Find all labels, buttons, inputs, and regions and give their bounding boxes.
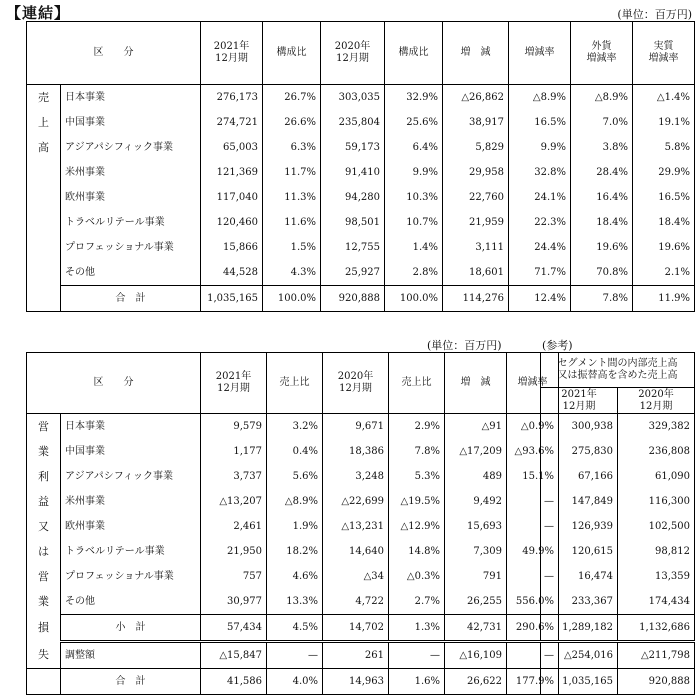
change-value: 18,601 — [443, 260, 509, 286]
total-r20: 1.6% — [389, 669, 445, 695]
profit-rate: 15.1% — [507, 464, 559, 489]
profit-r20: △0.3% — [389, 564, 445, 589]
ratio-2020: 25.6% — [385, 110, 443, 135]
reference-2020: 236,808 — [618, 439, 695, 464]
profit-v21: 757 — [201, 564, 267, 589]
fx-rate: △8.9% — [571, 85, 633, 111]
reference-label: (参考) — [542, 339, 573, 352]
side-label-char: 営 — [27, 564, 61, 589]
reference-total-2020: 920,888 — [618, 669, 695, 695]
change-header: 増 減 — [443, 22, 509, 85]
segment-name: アジアパシフィック事業 — [61, 464, 201, 489]
subtotal-r21: 4.5% — [267, 615, 323, 642]
total-v20: 14,963 — [323, 669, 389, 695]
side-label-char: 売 — [27, 85, 61, 111]
value-2020: 235,804 — [321, 110, 385, 135]
sales-row — [27, 210, 695, 235]
profit-r21: 0.4% — [267, 439, 323, 464]
side-label-char — [27, 235, 61, 260]
change-value: 29,958 — [443, 160, 509, 185]
profit-chg: 9,492 — [445, 489, 507, 514]
profit-v20: 9,671 — [323, 414, 389, 440]
side-label-char: 業 — [27, 589, 61, 615]
ratio-2020: 6.4% — [385, 135, 443, 160]
profit-row — [27, 414, 559, 440]
profit-rate: — — [507, 564, 559, 589]
side-label-char: 損 — [27, 615, 61, 642]
ratio-2021: 26.6% — [263, 110, 321, 135]
total-v20: 920,888 — [321, 286, 385, 312]
value-2021: 44,528 — [201, 260, 263, 286]
reference-subtotal-2021: 1,289,182 — [541, 615, 618, 642]
reference-2020: 98,812 — [618, 539, 695, 564]
reference-header: セグメント間の内部売上高 又は振替高を含めた売上高 — [541, 353, 695, 388]
profit-fy2020-header: 2020年 12月期 — [323, 353, 389, 414]
ratio-2021-header: 構成比 — [263, 22, 321, 85]
real-rate: 18.4% — [633, 210, 695, 235]
change-rate: 16.5% — [509, 110, 571, 135]
ratio-2021: 11.7% — [263, 160, 321, 185]
sales-row — [27, 135, 695, 160]
real-rate: 29.9% — [633, 160, 695, 185]
reference-row — [541, 439, 695, 464]
reference-2021: 126,939 — [541, 514, 618, 539]
adjust-r21: — — [267, 642, 323, 669]
reference-year-row — [541, 388, 695, 414]
profit-row — [27, 489, 559, 514]
segment-name: その他 — [61, 260, 201, 286]
reference-row — [541, 539, 695, 564]
profit-v21: 30,977 — [201, 589, 267, 615]
profit-r21: 4.6% — [267, 564, 323, 589]
profit-subtotal-row — [27, 615, 559, 642]
profit-fy2021-header: 2021年 12月期 — [201, 353, 267, 414]
profit-v20: 14,640 — [323, 539, 389, 564]
profit-r21: 18.2% — [267, 539, 323, 564]
total-v21: 41,586 — [201, 669, 267, 695]
segment-header: 区 分 — [27, 22, 201, 85]
profit-v21: 21,950 — [201, 539, 267, 564]
adjust-r20: — — [389, 642, 445, 669]
profit-row — [27, 439, 559, 464]
fx-rate: 19.6% — [571, 235, 633, 260]
real-rate: 19.6% — [633, 235, 695, 260]
fx-rate: 70.8% — [571, 260, 633, 286]
total-v21: 1,035,165 — [201, 286, 263, 312]
reference-2021: 67,166 — [541, 464, 618, 489]
reference-2021: 233,367 — [541, 589, 618, 615]
total-chg: 114,276 — [443, 286, 509, 312]
reference-adjust-2020: △211,798 — [618, 642, 695, 669]
real-rate-header: 実質 増減率 — [633, 22, 695, 85]
ratio-2021: 11.6% — [263, 210, 321, 235]
profit-r20: 2.9% — [389, 414, 445, 440]
reference-header-row — [541, 353, 695, 388]
total-chg: 26,622 — [445, 669, 507, 695]
change-rate: 24.4% — [509, 235, 571, 260]
sales-total-row — [27, 286, 695, 312]
profit-rate-header: 増減率 — [507, 353, 559, 414]
subtotal-v20: 14,702 — [323, 615, 389, 642]
real-rate: 16.5% — [633, 185, 695, 210]
profit-ratio-2020-header: 売上比 — [389, 353, 445, 414]
profit-v20: △13,231 — [323, 514, 389, 539]
ratio-2020: 10.3% — [385, 185, 443, 210]
reference-total-2021: 1,035,165 — [541, 669, 618, 695]
total-rate: 12.4% — [509, 286, 571, 312]
profit-r21: 5.6% — [267, 464, 323, 489]
profit-chg: 489 — [445, 464, 507, 489]
value-2021: 120,460 — [201, 210, 263, 235]
ratio-2020: 10.7% — [385, 210, 443, 235]
segment-name: 日本事業 — [61, 85, 201, 111]
real-rate: 2.1% — [633, 260, 695, 286]
change-rate: △8.9% — [509, 85, 571, 111]
profit-rate: △0.9% — [507, 414, 559, 440]
value-2020: 94,280 — [321, 185, 385, 210]
side-label-char — [27, 260, 61, 286]
profit-v21: △13,207 — [201, 489, 267, 514]
segment-name: プロフェッショナル事業 — [61, 564, 201, 589]
profit-r20: 5.3% — [389, 464, 445, 489]
reference-2021: 16,474 — [541, 564, 618, 589]
reference-row — [541, 414, 695, 440]
side-label-char: 業 — [27, 439, 61, 464]
change-value: △26,862 — [443, 85, 509, 111]
reference-2020: 116,300 — [618, 489, 695, 514]
profit-r21: 1.9% — [267, 514, 323, 539]
reference-table — [540, 352, 695, 695]
profit-r20: 7.8% — [389, 439, 445, 464]
ratio-2020-header: 構成比 — [385, 22, 443, 85]
change-rate: 24.1% — [509, 185, 571, 210]
segment-name: 欧州事業 — [61, 185, 201, 210]
profit-v21: 1,177 — [201, 439, 267, 464]
side-label-char: 営 — [27, 414, 61, 440]
reference-row — [541, 464, 695, 489]
segment-name: トラベルリテール事業 — [61, 539, 201, 564]
value-2021: 117,040 — [201, 185, 263, 210]
segment-name: 欧州事業 — [61, 514, 201, 539]
profit-r20: △19.5% — [389, 489, 445, 514]
ratio-2020: 1.4% — [385, 235, 443, 260]
side-label-char: 高 — [27, 135, 61, 160]
side-label-char: 利 — [27, 464, 61, 489]
value-2021: 121,369 — [201, 160, 263, 185]
sales-row — [27, 85, 695, 111]
profit-chg: 15,693 — [445, 514, 507, 539]
sales-row — [27, 160, 695, 185]
value-2020: 91,410 — [321, 160, 385, 185]
profit-rate: 49.9% — [507, 539, 559, 564]
segment-name: プロフェッショナル事業 — [61, 235, 201, 260]
profit-row — [27, 514, 559, 539]
ratio-2021: 26.7% — [263, 85, 321, 111]
fy2020-header: 2020年 12月期 — [321, 22, 385, 85]
subtotal-chg: 42,731 — [445, 615, 507, 642]
ratio-2020: 2.8% — [385, 260, 443, 286]
change-rate: 9.9% — [509, 135, 571, 160]
side-label-char: 上 — [27, 110, 61, 135]
profit-table — [26, 352, 559, 695]
real-rate: 19.1% — [633, 110, 695, 135]
adjust-rate: — — [507, 642, 559, 669]
sales-row — [27, 260, 695, 286]
profit-r20: 2.7% — [389, 589, 445, 615]
value-2020: 59,173 — [321, 135, 385, 160]
side-label-char: 又 — [27, 514, 61, 539]
segment-name: 日本事業 — [61, 414, 201, 440]
adjust-label: 調整額 — [61, 642, 201, 669]
consolidated-title: 【連結】 — [6, 4, 71, 22]
sales-table — [26, 21, 695, 312]
total-label: 合 計 — [61, 669, 201, 695]
profit-change-header: 増 減 — [445, 353, 507, 414]
segment-name: その他 — [61, 589, 201, 615]
profit-row — [27, 564, 559, 589]
reference-fy2020-header: 2020年 12月期 — [618, 388, 695, 414]
side-label-char: は — [27, 539, 61, 564]
ratio-2021: 4.3% — [263, 260, 321, 286]
profit-chg: △17,209 — [445, 439, 507, 464]
fy2021-header: 2021年 12月期 — [201, 22, 263, 85]
profit-r21: △8.9% — [267, 489, 323, 514]
total-fx: 7.8% — [571, 286, 633, 312]
side-label-char: 失 — [27, 642, 61, 669]
adjust-chg: △16,109 — [445, 642, 507, 669]
profit-rate: 556.0% — [507, 589, 559, 615]
profit-rate: — — [507, 514, 559, 539]
profit-ratio-2021-header: 売上比 — [267, 353, 323, 414]
reference-2021: 147,849 — [541, 489, 618, 514]
fx-rate-header: 外貨 増減率 — [571, 22, 633, 85]
reference-2020: 329,382 — [618, 414, 695, 440]
total-real: 11.9% — [633, 286, 695, 312]
profit-row — [27, 589, 559, 615]
value-2020: 303,035 — [321, 85, 385, 111]
reference-adjust-row — [541, 642, 695, 669]
value-2021: 65,003 — [201, 135, 263, 160]
profit-row — [27, 464, 559, 489]
total-rate: 177.9% — [507, 669, 559, 695]
profit-chg: 7,309 — [445, 539, 507, 564]
profit-header-row — [27, 353, 559, 414]
reference-2020: 102,500 — [618, 514, 695, 539]
change-rate: 71.7% — [509, 260, 571, 286]
total-label: 合 計 — [61, 286, 201, 312]
fx-rate: 28.4% — [571, 160, 633, 185]
reference-fy2021-header: 2021年 12月期 — [541, 388, 618, 414]
segment-name: アジアパシフィック事業 — [61, 135, 201, 160]
profit-chg: 791 — [445, 564, 507, 589]
segment-name: 中国事業 — [61, 439, 201, 464]
profit-r21: 13.3% — [267, 589, 323, 615]
profit-rate: △93.6% — [507, 439, 559, 464]
ratio-2020: 32.9% — [385, 85, 443, 111]
side-label-char — [27, 210, 61, 235]
reference-subtotal-row — [541, 615, 695, 642]
ratio-2020: 9.9% — [385, 160, 443, 185]
side-label-char — [27, 160, 61, 185]
reference-row — [541, 589, 695, 615]
profit-v21: 9,579 — [201, 414, 267, 440]
reference-row — [541, 564, 695, 589]
ratio-2021: 1.5% — [263, 235, 321, 260]
profit-segment-header: 区 分 — [27, 353, 201, 414]
segment-name: 米州事業 — [61, 160, 201, 185]
adjust-v20: 261 — [323, 642, 389, 669]
change-rate: 22.3% — [509, 210, 571, 235]
reference-2021: 275,830 — [541, 439, 618, 464]
segment-name: 米州事業 — [61, 489, 201, 514]
rate-header: 増減率 — [509, 22, 571, 85]
reference-2020: 61,090 — [618, 464, 695, 489]
change-value: 38,917 — [443, 110, 509, 135]
change-value: 21,959 — [443, 210, 509, 235]
change-value: 3,111 — [443, 235, 509, 260]
value-2021: 15,866 — [201, 235, 263, 260]
subtotal-rate: 290.6% — [507, 615, 559, 642]
real-rate: △1.4% — [633, 85, 695, 111]
reference-adjust-2021: △254,016 — [541, 642, 618, 669]
value-2020: 98,501 — [321, 210, 385, 235]
profit-r21: 3.2% — [267, 414, 323, 440]
sales-row — [27, 235, 695, 260]
profit-r20: 14.8% — [389, 539, 445, 564]
subtotal-v21: 57,434 — [201, 615, 267, 642]
change-value: 22,760 — [443, 185, 509, 210]
ratio-2021: 11.3% — [263, 185, 321, 210]
subtotal-label: 小 計 — [61, 615, 201, 642]
unit-label-top: (単位：百万円) — [617, 8, 692, 21]
real-rate: 5.8% — [633, 135, 695, 160]
reference-row — [541, 514, 695, 539]
profit-rate: — — [507, 489, 559, 514]
side-label-char — [27, 185, 61, 210]
fx-rate: 7.0% — [571, 110, 633, 135]
side-label-blank — [27, 286, 61, 312]
profit-chg: 26,255 — [445, 589, 507, 615]
profit-v20: 4,722 — [323, 589, 389, 615]
sales-row — [27, 110, 695, 135]
segment-name: トラベルリテール事業 — [61, 210, 201, 235]
profit-r20: △12.9% — [389, 514, 445, 539]
profit-v20: △22,699 — [323, 489, 389, 514]
reference-subtotal-2020: 1,132,686 — [618, 615, 695, 642]
reference-row — [541, 489, 695, 514]
segment-name: 中国事業 — [61, 110, 201, 135]
side-label-char: 益 — [27, 489, 61, 514]
sales-header-row — [27, 22, 695, 85]
unit-label-bottom: (単位：百万円) — [427, 339, 502, 352]
total-r21: 4.0% — [267, 669, 323, 695]
reference-2020: 174,434 — [618, 589, 695, 615]
total-r20: 100.0% — [385, 286, 443, 312]
profit-chg: △91 — [445, 414, 507, 440]
sales-row — [27, 185, 695, 210]
fx-rate: 3.8% — [571, 135, 633, 160]
profit-v21: 2,461 — [201, 514, 267, 539]
profit-row — [27, 539, 559, 564]
value-2020: 12,755 — [321, 235, 385, 260]
fx-rate: 18.4% — [571, 210, 633, 235]
profit-v20: △34 — [323, 564, 389, 589]
value-2020: 25,927 — [321, 260, 385, 286]
subtotal-r20: 1.3% — [389, 615, 445, 642]
adjust-v21: △15,847 — [201, 642, 267, 669]
reference-2021: 120,615 — [541, 539, 618, 564]
value-2021: 274,721 — [201, 110, 263, 135]
total-r21: 100.0% — [263, 286, 321, 312]
change-rate: 32.8% — [509, 160, 571, 185]
profit-adjust-row — [27, 642, 559, 669]
ratio-2021: 6.3% — [263, 135, 321, 160]
value-2021: 276,173 — [201, 85, 263, 111]
reference-2020: 13,359 — [618, 564, 695, 589]
profit-v20: 3,248 — [323, 464, 389, 489]
fx-rate: 16.4% — [571, 185, 633, 210]
profit-v20: 18,386 — [323, 439, 389, 464]
reference-2021: 300,938 — [541, 414, 618, 440]
profit-v21: 3,737 — [201, 464, 267, 489]
change-value: 5,829 — [443, 135, 509, 160]
